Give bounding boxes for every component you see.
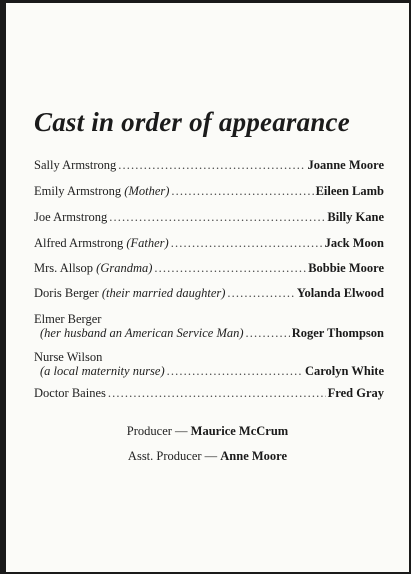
asst-producer-label: Asst. Producer — [127,449,218,463]
actor-name: Eileen Lamb [315,184,384,198]
actor-name: Carolyn White [304,364,384,378]
role-note: (their married daughter) [101,286,226,300]
role-name: Elmer Berger [34,312,102,326]
dot-leader [227,286,294,300]
actor-name: Jack Moon [324,236,384,250]
actor-name: Fred Gray [327,386,384,400]
cast-entry [34,184,384,198]
cast-entry [34,210,384,224]
dot-leader [154,261,306,275]
dot-leader [167,364,303,378]
cast-entry [34,286,384,300]
cast-entry [34,350,384,378]
cast-entry [34,158,384,172]
role-name: Nurse Wilson [34,350,103,364]
role-name: Sally Armstrong [34,158,117,172]
role-name: Mrs. Allsop [34,261,94,275]
actor-name: Roger Thompson [291,326,384,340]
producer-credit [6,424,409,439]
role-note: (her husband an American Service Man) [40,326,244,340]
role-note: (a local maternity nurse) [40,364,165,378]
programme-page [6,3,409,572]
cast-entry [34,261,384,275]
role-name: Doctor Baines [34,386,106,400]
page-title: Cast in order of appearance [34,107,350,137]
actor-name: Yolanda Elwood [296,286,384,300]
cast-entry [34,236,384,250]
asst-producer-credit [6,449,409,464]
actor-name: Bobbie Moore [308,261,384,275]
cast-entry [34,312,384,340]
role-name: Joe Armstrong [34,210,108,224]
role-note: (Mother) [124,184,170,198]
dot-leader [246,326,290,340]
asst-producer-name: Anne Moore [220,449,288,463]
dot-leader [171,184,313,198]
dot-leader [171,236,323,250]
role-note: (Father) [126,236,169,250]
role-note: (Grandma) [96,261,153,275]
role-name: Doris Berger [34,286,99,300]
role-name: Emily Armstrong [34,184,122,198]
role-name: Alfred Armstrong [34,236,124,250]
dot-leader [108,386,326,400]
dot-leader [109,210,325,224]
actor-name: Joanne Moore [307,158,384,172]
dot-leader [118,158,305,172]
cast-entry [34,386,384,400]
actor-name: Billy Kane [327,210,384,224]
producer-name: Maurice McCrum [190,424,289,438]
producer-label: Producer — [126,424,188,438]
